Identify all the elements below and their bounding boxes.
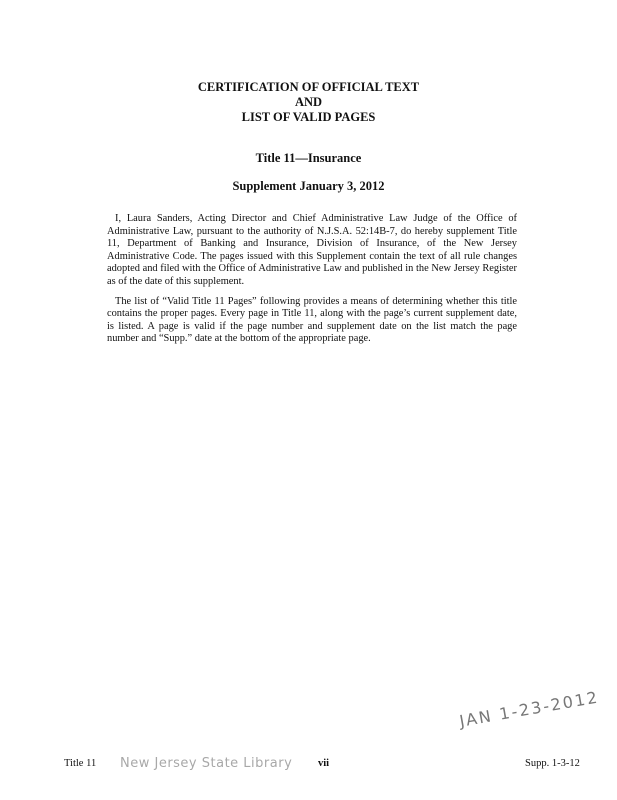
supplement-heading: Supplement January 3, 2012 [232,179,385,193]
paragraph-certification: I, Laura Sanders, Acting Director and Chief Administrative Law Judge of the Office of Administrative Law, pursuant to the authority of N.J.S.A. 52:14B-7, do hereby supplement Title 11, Department of Banking and Insurance, Division of Insurance, of the New Jersey Administrative Code. The pages issued with this Supplement contain the text of all rule changes adopted and filed with the Office of Administrative Law and published in the New Jersey Register as of the date of this supplement. [107,213,517,287]
supplement-date: Supp. 1-3-12 [525,758,580,769]
title-heading: Title 11—Insurance [255,151,362,165]
heading-line-1: CERTIFICATION OF OFFICIAL TEXT [197,80,420,94]
footer-title: Title 11 [64,758,97,769]
heading-line-3: LIST OF VALID PAGES [241,110,376,124]
page-number: vii [318,758,330,769]
library-stamp: New Jersey State Library [120,756,293,771]
page-footer [0,756,617,776]
certification-heading [0,80,617,125]
paragraph-valid-pages: The list of “Valid Title 11 Pages” following provides a means of determining whether this title contains the proper pages. Every page in Title 11, along with the page’s current supplement date, is listed. A page is valid if the page number and supplement date on the list match the page number and “Supp.” date at the bottom of the appropriate page. [107,295,517,345]
heading-line-2: AND [294,95,323,109]
certification-body [107,213,517,353]
handwritten-date: JAN 1-23-2012 [458,687,601,731]
